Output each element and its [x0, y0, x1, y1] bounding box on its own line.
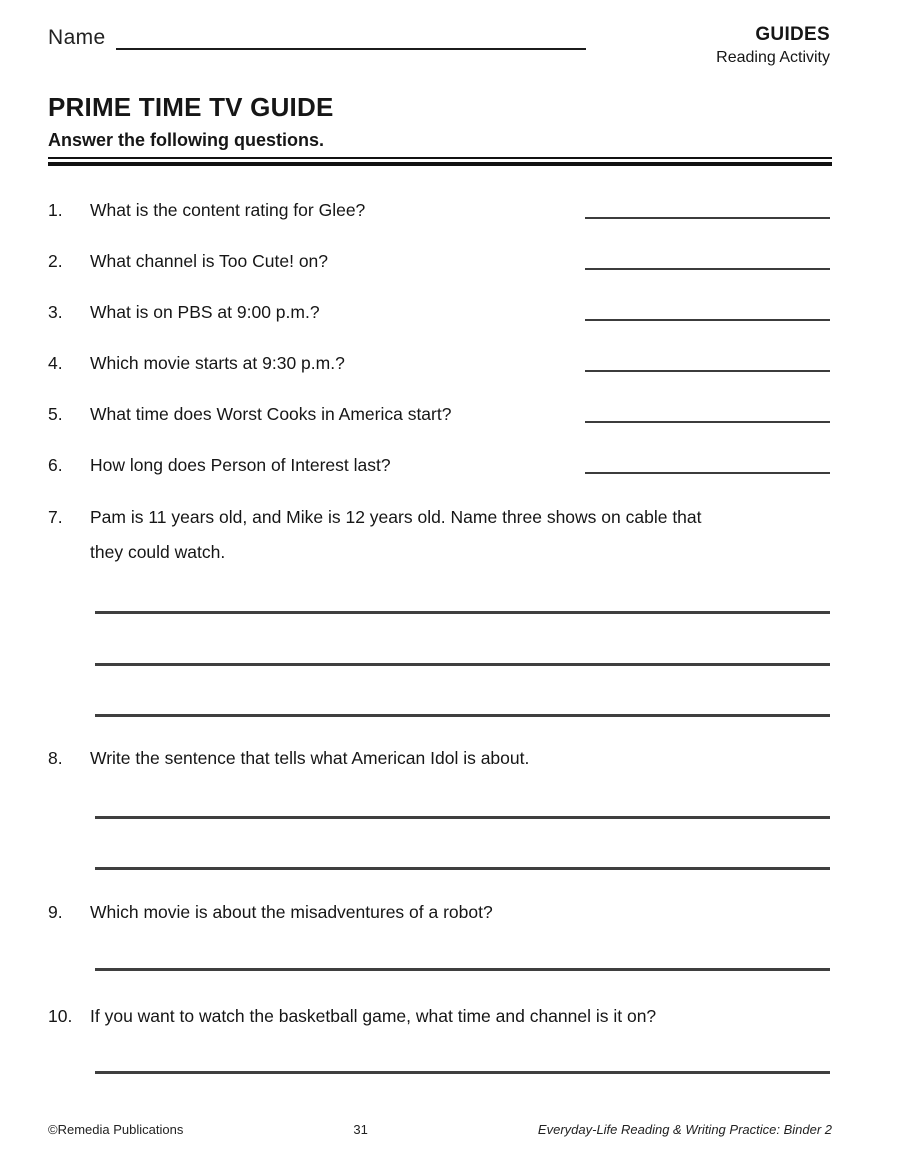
activity-type: Reading Activity [716, 49, 830, 66]
answer-line-7c[interactable] [95, 714, 830, 717]
answer-line-9[interactable] [95, 968, 830, 971]
header-right [716, 24, 830, 67]
answer-blank-3[interactable] [585, 319, 830, 321]
answer-blank-6[interactable] [585, 472, 830, 474]
question-8 [48, 747, 838, 769]
name-row [48, 26, 586, 50]
page-footer [48, 1122, 832, 1137]
double-rule-divider [48, 157, 832, 166]
question-3 [48, 301, 832, 325]
question-number: 10. [48, 1006, 73, 1026]
series-title: GUIDES [755, 24, 830, 45]
question-2 [48, 250, 832, 274]
answer-blank-2[interactable] [585, 268, 830, 270]
publisher-credit: ©Remedia Publications [48, 1122, 184, 1137]
question-6 [48, 454, 832, 478]
question-number: 2. [48, 251, 63, 271]
book-title: Everyday-Life Reading & Writing Practice: Binder 2 [537, 1122, 832, 1137]
question-number: 3. [48, 302, 63, 322]
page-title: PRIME TIME TV GUIDE [48, 92, 334, 122]
name-blank[interactable] [116, 26, 586, 50]
question-text: Which movie starts at 9:30 p.m.? [90, 353, 345, 373]
question-text: If you want to watch the basketball game, what time and channel is it on? [90, 1006, 657, 1026]
question-text: Which movie is about the misadventures of a robot? [90, 902, 493, 922]
question-text: What is the content rating for Glee? [90, 200, 366, 220]
instruction-text: Answer the following questions. [48, 130, 325, 150]
question-text-line1: Pam is 11 years old, and Mike is 12 years old. Name three shows on cable that [90, 507, 702, 527]
answer-line-8b[interactable] [95, 867, 830, 870]
question-text [90, 500, 702, 570]
question-number: 7. [48, 507, 63, 527]
question-7 [48, 500, 838, 570]
answer-blank-5[interactable] [585, 421, 830, 423]
name-label: Name [48, 26, 106, 49]
question-number: 6. [48, 455, 63, 475]
question-number: 4. [48, 353, 63, 373]
question-text: What is on PBS at 9:00 p.m.? [90, 302, 320, 322]
answer-blank-4[interactable] [585, 370, 830, 372]
answer-line-7a[interactable] [95, 611, 830, 614]
answer-line-10[interactable] [95, 1071, 830, 1074]
question-number: 9. [48, 902, 63, 922]
question-10 [48, 1005, 838, 1027]
question-number: 8. [48, 748, 63, 768]
answer-blank-1[interactable] [585, 217, 830, 219]
question-text: What time does Worst Cooks in America start? [90, 404, 452, 424]
question-text: How long does Person of Interest last? [90, 455, 391, 475]
answer-line-7b[interactable] [95, 663, 830, 666]
question-text: Write the sentence that tells what American Idol is about. [90, 748, 530, 768]
answer-line-8a[interactable] [95, 816, 830, 819]
question-9 [48, 901, 838, 923]
question-number: 5. [48, 404, 63, 424]
page-number: 31 [353, 1122, 368, 1137]
question-5 [48, 403, 832, 427]
question-text: What channel is Too Cute! on? [90, 251, 329, 271]
question-4 [48, 352, 832, 376]
question-text-line2: they could watch. [90, 542, 226, 562]
question-1 [48, 199, 832, 223]
question-number: 1. [48, 200, 63, 220]
